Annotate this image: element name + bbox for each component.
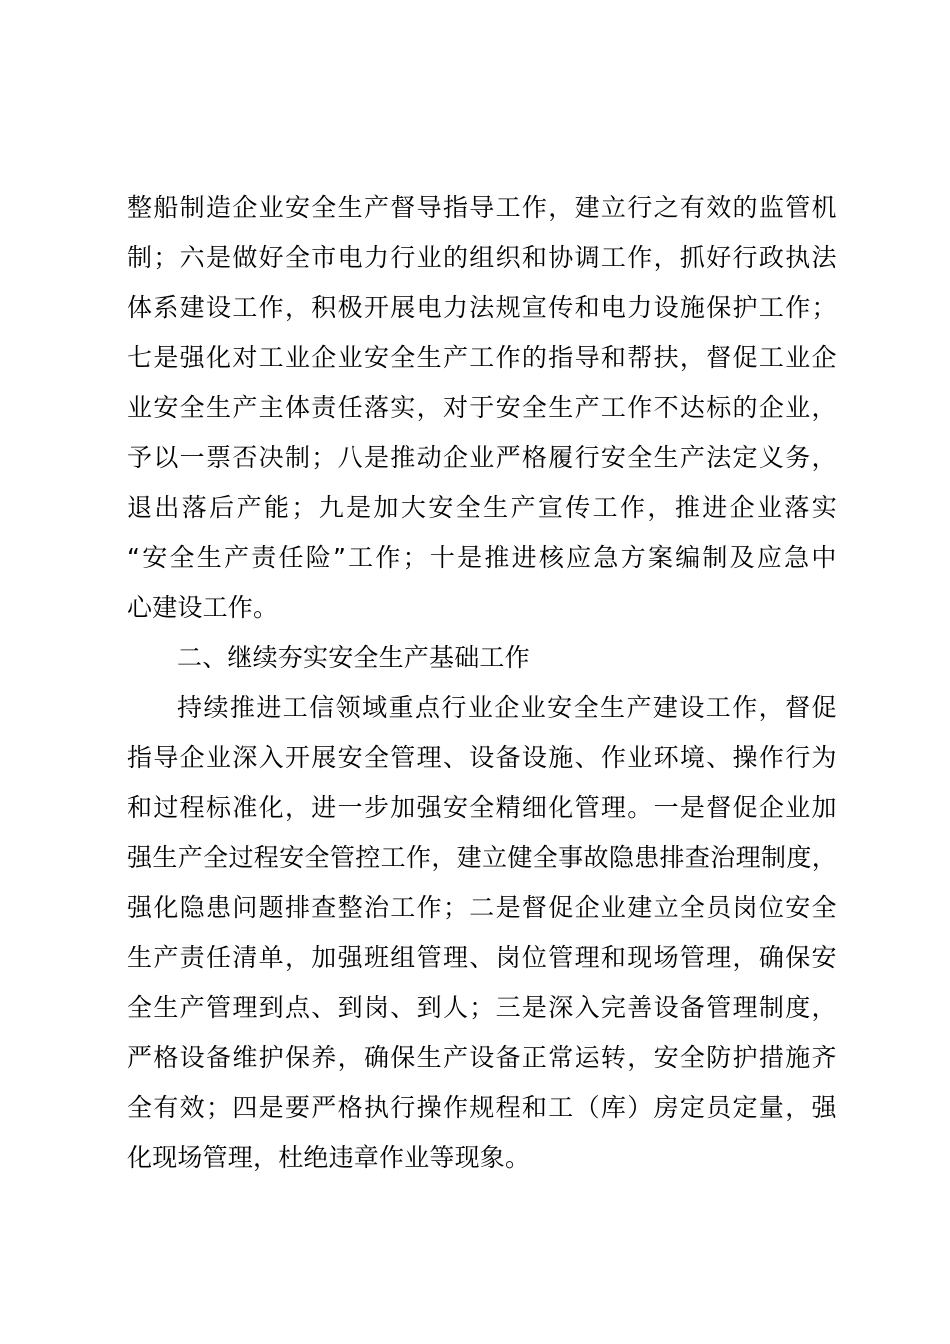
body-line-14: 强 生 产 全 过 程 安 全 管 控 工 作 ， 建 立 健 全 事 故 隐 患 排 查 治 理 制 度 ，	[127, 843, 837, 872]
body-line-11: 持 续 推 进 工 信 领 域 重 点 行 业 企 业 安 全 生 产 建 设 工 作 ， 督 促	[177, 693, 837, 722]
body-line-13: 和 过 程 标 准 化 ， 进 一 步 加 强 安 全 精 细 化 管 理 。 一 是 督 促 企 业 加	[127, 793, 837, 822]
body-line-6: 予 以 一 票 否 决 制 ； 八 是 推 动 企 业 严 格 履 行 安 全 生 产 法 定 义 务 ，	[127, 443, 837, 472]
body-line-2: 制 ； 六 是 做 好 全 市 电 力 行 业 的 组 织 和 协 调 工 作 ， 抓 好 行 政 执 法	[127, 243, 837, 272]
body-line-19: 全 有 效 ； 四 是 要 严 格 执 行 操 作 规 程 和 工 （ 库 ） 房 定 员 定 量 ， 强	[127, 1093, 837, 1122]
body-line-5: 业 安 全 生 产 主 体 责 任 落 实 ， 对 于 安 全 生 产 工 作 不 达 标 的 企 业 ，	[127, 393, 837, 422]
body-line-16: 生 产 责 任 清 单 ， 加 强 班 组 管 理 、 岗 位 管 理 和 现 场 管 理 ， 确 保 安	[127, 943, 837, 972]
body-line-20: 化现场管理，杜绝违章作业等现象。	[127, 1143, 531, 1172]
body-line-18: 严 格 设 备 维 护 保 养 ， 确 保 生 产 设 备 正 常 运 转 ， 安 全 防 护 措 施 齐	[127, 1043, 837, 1072]
section-heading: 二、继续夯实安全生产基础工作	[177, 643, 530, 672]
body-line-15: 强 化 隐 患 问 题 排 查 整 治 工 作 ； 二 是 督 促 企 业 建 立 全 员 岗 位 安 全	[127, 893, 837, 922]
body-line-8: “ 安 全 生 产 责 任 险 ” 工 作 ； 十 是 推 进 核 应 急 方 案 编 制 及 应 急 中	[127, 543, 837, 572]
body-line-12: 指 导 企 业 深 入 开 展 安 全 管 理 、 设 备 设 施 、 作 业 环 境 、 操 作 行 为	[127, 743, 837, 772]
body-line-4: 七 是 强 化 对 工 业 企 业 安 全 生 产 工 作 的 指 导 和 帮 扶 ， 督 促 工 业 企	[127, 343, 837, 372]
body-line-7: 退 出 落 后 产 能 ； 九 是 加 大 安 全 生 产 宣 传 工 作 ， 推 进 企 业 落 实	[127, 493, 837, 522]
body-line-3: 体 系 建 设 工 作 ， 积 极 开 展 电 力 法 规 宣 传 和 电 力 设 施 保 护 工 作 ；	[127, 293, 837, 322]
body-line-1: 整 船 制 造 企 业 安 全 生 产 督 导 指 导 工 作 ， 建 立 行 之 有 效 的 监 管 机	[127, 193, 837, 222]
body-line-17: 全 生 产 管 理 到 点 、 到 岗 、 到 人 ； 三 是 深 入 完 善 设 备 管 理 制 度 ，	[127, 993, 837, 1022]
body-line-9: 心建设工作。	[127, 593, 279, 622]
